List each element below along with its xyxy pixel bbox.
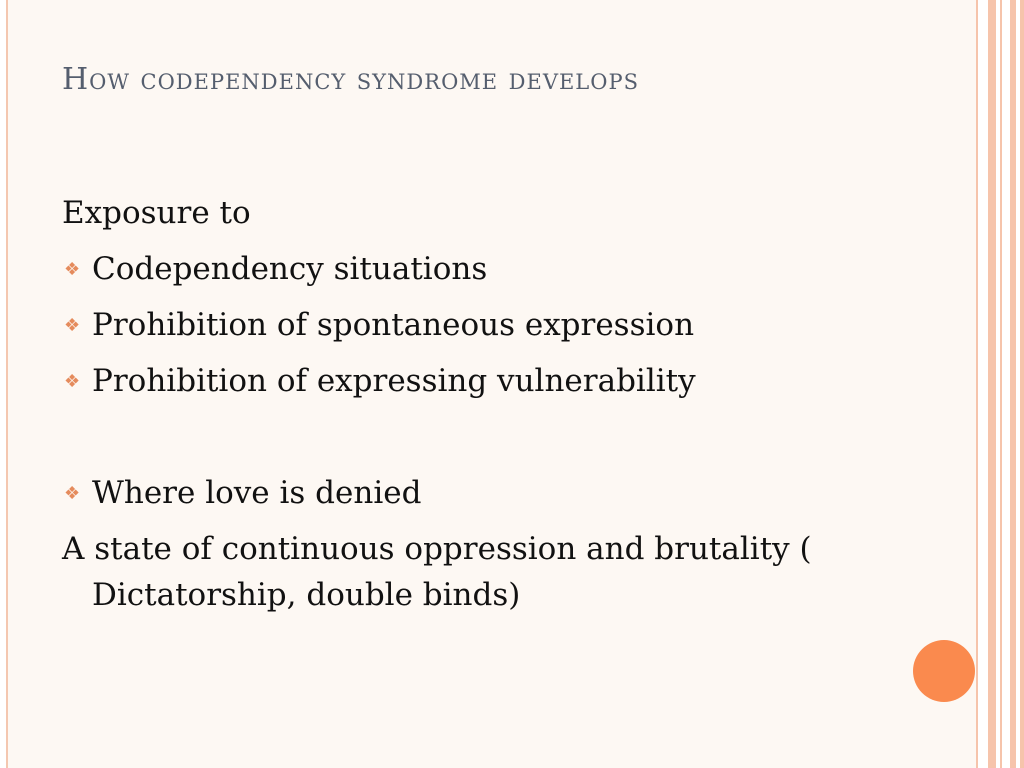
stripe xyxy=(1020,0,1024,768)
diamond-bullet-icon: ❖ xyxy=(64,259,81,280)
left-border-decoration xyxy=(0,0,8,768)
diamond-bullet-icon: ❖ xyxy=(64,315,81,336)
stripe xyxy=(1010,0,1016,768)
closing-text: A state of continuous oppression and brutality ( Dictatorship, double binds) xyxy=(62,531,812,613)
list-item-text: Prohibition of spontaneous expression xyxy=(92,307,695,343)
list-item xyxy=(62,302,912,358)
list-item-text: Where love is denied xyxy=(92,475,422,511)
orange-circle-decoration xyxy=(913,640,975,702)
stripe xyxy=(1000,0,1002,768)
list-item xyxy=(62,470,912,526)
spacer xyxy=(62,414,912,470)
list-item xyxy=(62,358,912,414)
diamond-bullet-icon: ❖ xyxy=(64,483,81,504)
stripe xyxy=(976,0,978,768)
slide-title: How codependency syndrome develops xyxy=(62,62,639,97)
list-item-text: Prohibition of expressing vulnerability xyxy=(92,363,696,399)
list-item-text: Codependency situations xyxy=(92,251,488,287)
list-item xyxy=(62,246,912,302)
right-stripe-decoration xyxy=(976,0,1024,768)
diamond-bullet-icon: ❖ xyxy=(64,371,81,392)
slide-body xyxy=(62,190,912,618)
stripe xyxy=(988,0,996,768)
intro-text: Exposure to xyxy=(62,195,251,231)
